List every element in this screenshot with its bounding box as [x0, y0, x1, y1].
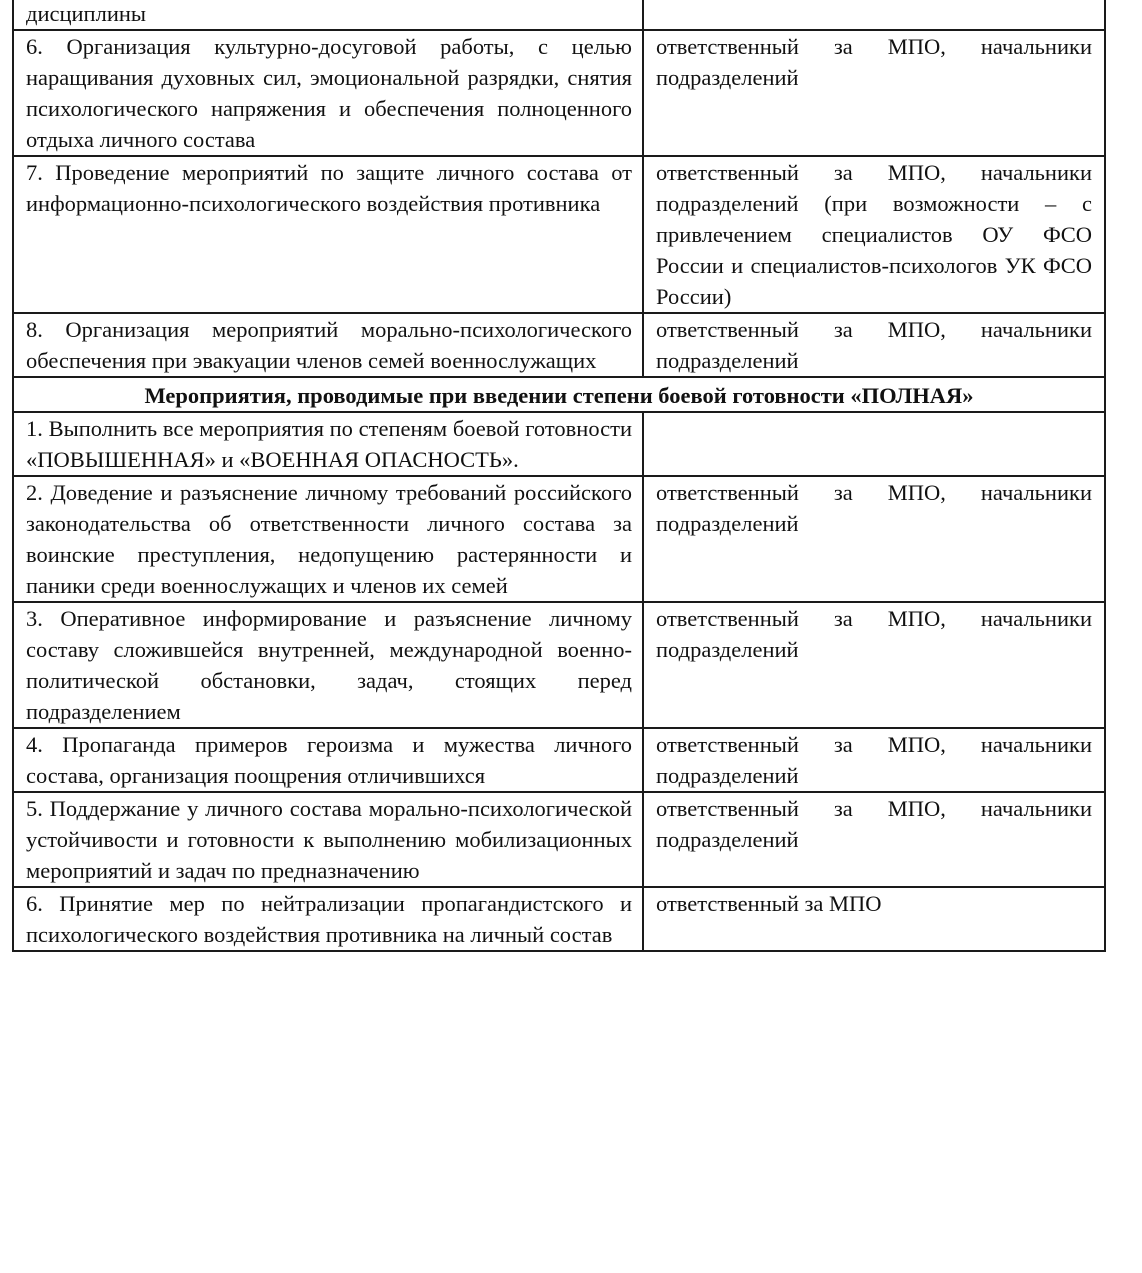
responsible-text: ответственный за МПО, начальники подразделений [656, 480, 1092, 536]
task-cell [13, 602, 643, 728]
responsible-text: ответственный за МПО, начальники подразделений [656, 796, 1092, 852]
responsible-cell [643, 412, 1105, 476]
task-text: 1. Выполнить все мероприятия по степеням боевой готовности «ПОВЫШЕННАЯ» и «ВОЕННАЯ ОПАСНОСТЬ». [26, 416, 632, 472]
responsible-cell [643, 476, 1105, 602]
task-text: 6. Принятие мер по нейтрализации пропагандистского и психологического воздействия противника на личный состав [26, 891, 632, 947]
task-text: дисциплины [26, 1, 147, 26]
table-row [13, 30, 1105, 156]
task-text: 6. Организация культурно-досуговой работы, с целью наращивания духовных сил, эмоциональной разрядки, снятия психологического напряжения и обеспечения полноценного отдыха личного состава [26, 34, 632, 152]
task-text: 4. Пропаганда примеров героизма и мужества личного состава, организация поощрения отличившихся [26, 732, 632, 788]
responsible-cell [643, 313, 1105, 377]
responsible-text: ответственный за МПО, начальники подразделений [656, 606, 1092, 662]
responsible-cell [643, 156, 1105, 313]
task-cell [13, 0, 643, 30]
task-cell [13, 156, 643, 313]
table-row [13, 792, 1105, 887]
task-cell [13, 412, 643, 476]
section-heading-row [13, 377, 1105, 412]
table-row [13, 602, 1105, 728]
task-cell [13, 476, 643, 602]
table-row [13, 887, 1105, 951]
task-text: 2. Доведение и разъяснение личному требований российского законодательства об ответственности личного состава за воинские преступления, недопущению растерянности и паники среди военнослужащих и членов их семей [26, 480, 632, 598]
responsible-cell [643, 0, 1105, 30]
table-row [13, 728, 1105, 792]
table-row [13, 412, 1105, 476]
table-row [13, 313, 1105, 377]
responsible-text: ответственный за МПО, начальники подразделений (при возможности – с привлечением специалистов ОУ ФСО России и специалистов-психологов УК ФСО России) [656, 160, 1092, 309]
task-text: 7. Проведение мероприятий по защите личного состава от информационно-психологического воздействия противника [26, 160, 632, 216]
task-text: 8. Организация мероприятий морально-психологического обеспечения при эвакуации членов семей военнослужащих [26, 317, 632, 373]
task-cell [13, 887, 643, 951]
table-row [13, 0, 1105, 30]
responsible-cell [643, 728, 1105, 792]
task-cell [13, 313, 643, 377]
task-text: 3. Оперативное информирование и разъяснение личному составу сложившейся внутренней, международной военно-политической обстановки, задач, стоящих перед подразделением [26, 606, 632, 724]
responsible-text: ответственный за МПО, начальники подразделений [656, 34, 1092, 90]
section-heading: Мероприятия, проводимые при введении степени боевой готовности «ПОЛНАЯ» [13, 377, 1105, 412]
task-cell [13, 30, 643, 156]
responsible-cell [643, 792, 1105, 887]
table-row [13, 476, 1105, 602]
responsible-cell [643, 887, 1105, 951]
task-text: 5. Поддержание у личного состава морально-психологической устойчивости и готовности к выполнению мобилизационных мероприятий и задач по предназначению [26, 796, 632, 883]
table-row [13, 156, 1105, 313]
task-cell [13, 792, 643, 887]
responsible-text: ответственный за МПО, начальники подразделений [656, 732, 1092, 788]
task-cell [13, 728, 643, 792]
measures-table [12, 0, 1106, 952]
responsible-text: ответственный за МПО, начальники подразделений [656, 317, 1092, 373]
responsible-cell [643, 602, 1105, 728]
responsible-text: ответственный за МПО [656, 891, 882, 916]
responsible-cell [643, 30, 1105, 156]
